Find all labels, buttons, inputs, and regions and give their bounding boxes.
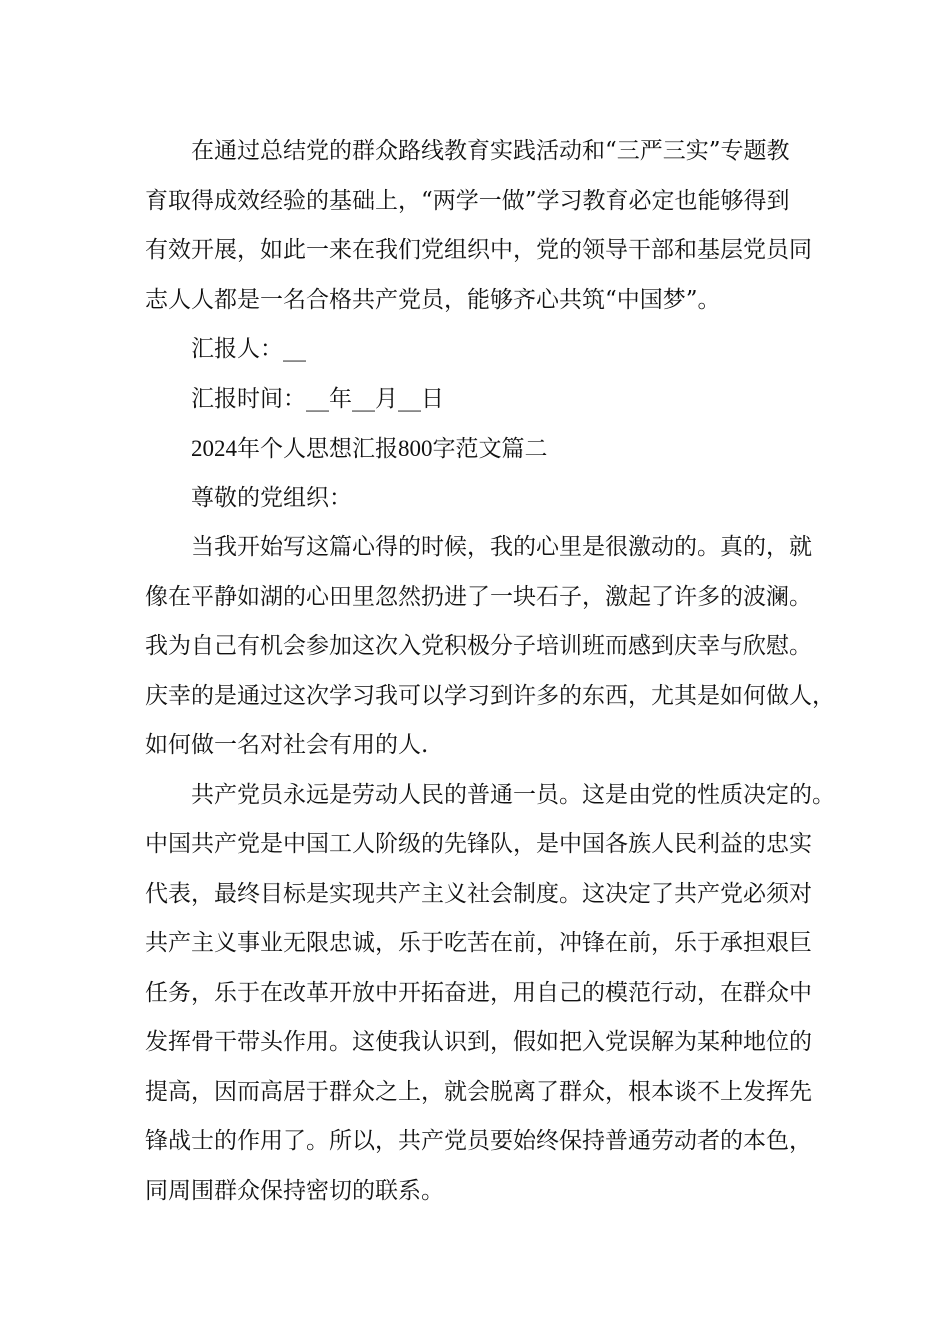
section-title: [145, 424, 835, 474]
text-line: 志人人都是一名合格共产党员，能够齐心共筑“中国梦”。: [145, 286, 721, 313]
salutation: [145, 474, 835, 524]
text-line: 汇报人：__: [191, 336, 306, 362]
text-line: 发挥骨干带头作用。这使我认识到，假如把入党误解为某种地位的: [145, 1029, 812, 1055]
text-line: 有效开展，如此一来在我们党组织中，党的领导干部和基层党员同: [145, 237, 812, 263]
text-line: 育取得成效经验的基础上，“两学一做”学习教育必定也能够得到: [145, 187, 790, 214]
paragraph-summary: [145, 127, 835, 325]
text-line: 锋战士的作用了。所以，共产党员要始终保持普通劳动者的本色，: [145, 1128, 812, 1154]
text-line: 中国共产党是中国工人阶级的先锋队，是中国各族人民利益的忠实: [145, 831, 812, 857]
text-line: 像在平静如湖的心田里忽然扔进了一块石子，激起了许多的波澜。: [145, 583, 812, 610]
text-line: 在通过总结党的群众路线教育实践活动和“三严三实”专题教: [191, 138, 790, 164]
reporter-field: [145, 325, 835, 375]
text-line: 任务，乐于在改革开放中开拓奋进，用自己的模范行动，在群众中: [145, 979, 812, 1006]
text-line: 我为自己有机会参加这次入党积极分子培训班而感到庆幸与欣慰。: [145, 633, 812, 659]
text-line: 共产党员永远是劳动人民的普通一员。这是由党的性质决定的。: [191, 781, 835, 808]
text-line: 同周围群众保持密切的联系。: [145, 1177, 444, 1204]
report-date-field: [145, 375, 835, 425]
text-line: 如何做一名对社会有用的人.: [145, 732, 429, 758]
paragraph-party-member: [145, 771, 835, 1217]
text-line: 汇报时间：__年__月__日: [191, 385, 444, 412]
document-body: [145, 127, 835, 1216]
text-line: 2024年个人思想汇报800字范文篇二: [191, 436, 548, 461]
text-line: 共产主义事业无限忠诚，乐于吃苦在前，冲锋在前，乐于承担艰巨: [145, 930, 812, 956]
text-line: 当我开始写这篇心得的时候，我的心里是很激动的。真的，就: [191, 534, 812, 560]
text-line: 尊敬的党组织：: [191, 484, 352, 511]
text-line: 庆幸的是通过这次学习我可以学习到许多的东西，尤其是如何做人，: [145, 682, 835, 709]
text-line: 代表，最终目标是实现共产主义社会制度。这决定了共产党必须对: [145, 880, 812, 907]
paragraph-feelings: [145, 523, 835, 771]
text-line: 提高，因而高居于群众之上，就会脱离了群众，根本谈不上发挥先: [145, 1078, 812, 1105]
